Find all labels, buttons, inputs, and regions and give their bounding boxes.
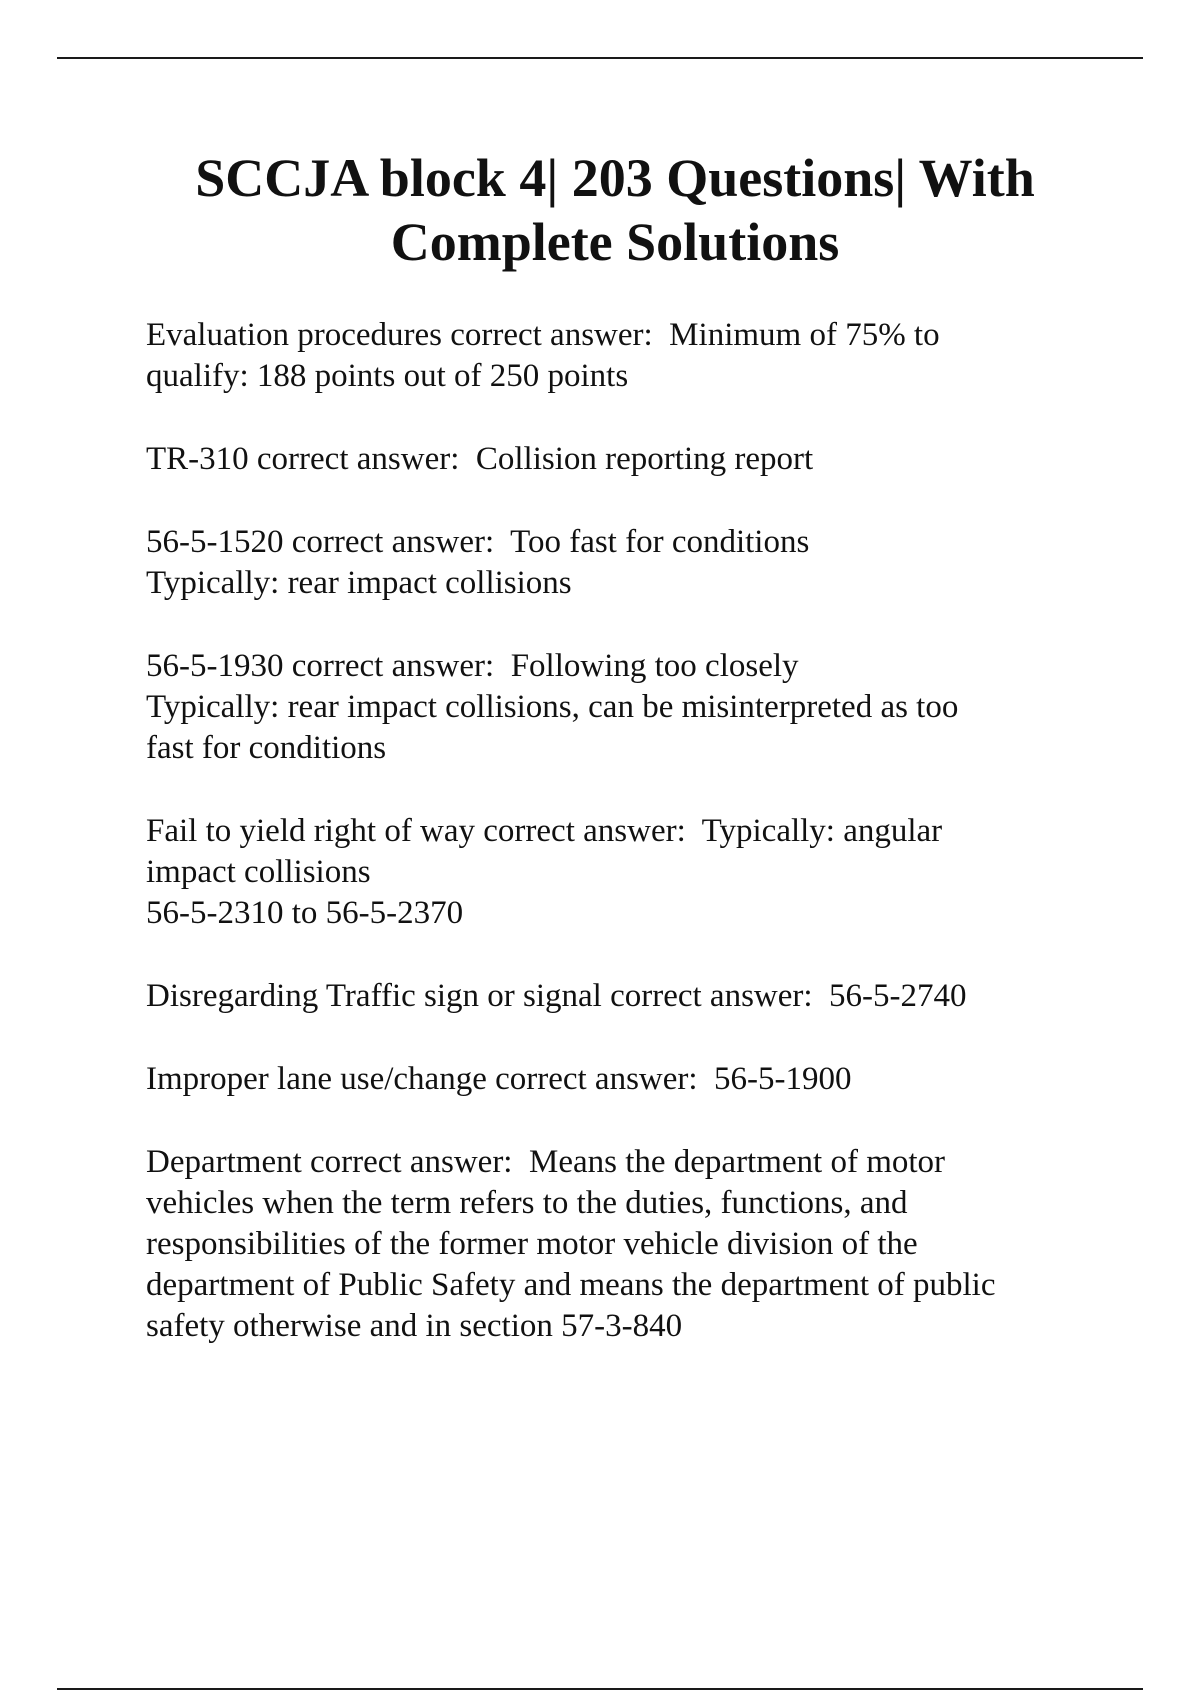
qa-line: Evaluation procedures correct answer: Minimum of 75% to (146, 317, 940, 353)
qa-line: safety otherwise and in section 57-3-840 (146, 1308, 683, 1344)
qa-line: Typically: rear impact collisions, can be misinterpreted as too (146, 689, 959, 725)
qa-line: TR-310 correct answer: Collision reporting report (146, 441, 814, 477)
qa-entry-tr-310 (146, 439, 1146, 480)
qa-line: Improper lane use/change correct answer: 56-5-1900 (146, 1061, 852, 1097)
qa-list (146, 315, 1146, 1389)
qa-line: department of Public Safety and means the department of public (146, 1267, 996, 1303)
title-line-2: Complete Solutions (390, 212, 840, 272)
qa-line: Fail to yield right of way correct answer: Typically: angular (146, 813, 943, 849)
qa-line: Typically: rear impact collisions (146, 565, 572, 601)
qa-line: vehicles when the term refers to the duties, functions, and (146, 1185, 908, 1221)
qa-line: impact collisions (146, 854, 371, 890)
qa-line: responsibilities of the former motor vehicle division of the (146, 1226, 918, 1262)
title-line-1: SCCJA block 4| 203 Questions| With (195, 148, 1035, 208)
qa-line: fast for conditions (146, 730, 387, 766)
qa-entry-evaluation-procedures (146, 315, 1146, 397)
qa-line: Department correct answer: Means the department of motor (146, 1144, 946, 1180)
qa-line: 56-5-1520 correct answer: Too fast for conditions (146, 524, 810, 560)
qa-entry-56-5-1930 (146, 646, 1146, 769)
qa-line: 56-5-1930 correct answer: Following too closely (146, 648, 799, 684)
qa-line: Disregarding Traffic sign or signal correct answer: 56-5-2740 (146, 978, 967, 1014)
qa-line: qualify: 188 points out of 250 points (146, 358, 629, 394)
qa-entry-56-5-1520 (146, 522, 1146, 604)
qa-entry-disregarding-traffic-sign (146, 976, 1146, 1017)
qa-line: 56-5-2310 to 56-5-2370 (146, 895, 464, 931)
bottom-divider (57, 1688, 1143, 1690)
top-divider (57, 57, 1143, 59)
qa-entry-department (146, 1142, 1146, 1347)
qa-entry-fail-to-yield (146, 811, 1146, 934)
qa-entry-improper-lane-use (146, 1059, 1146, 1100)
document-title (100, 146, 1130, 274)
